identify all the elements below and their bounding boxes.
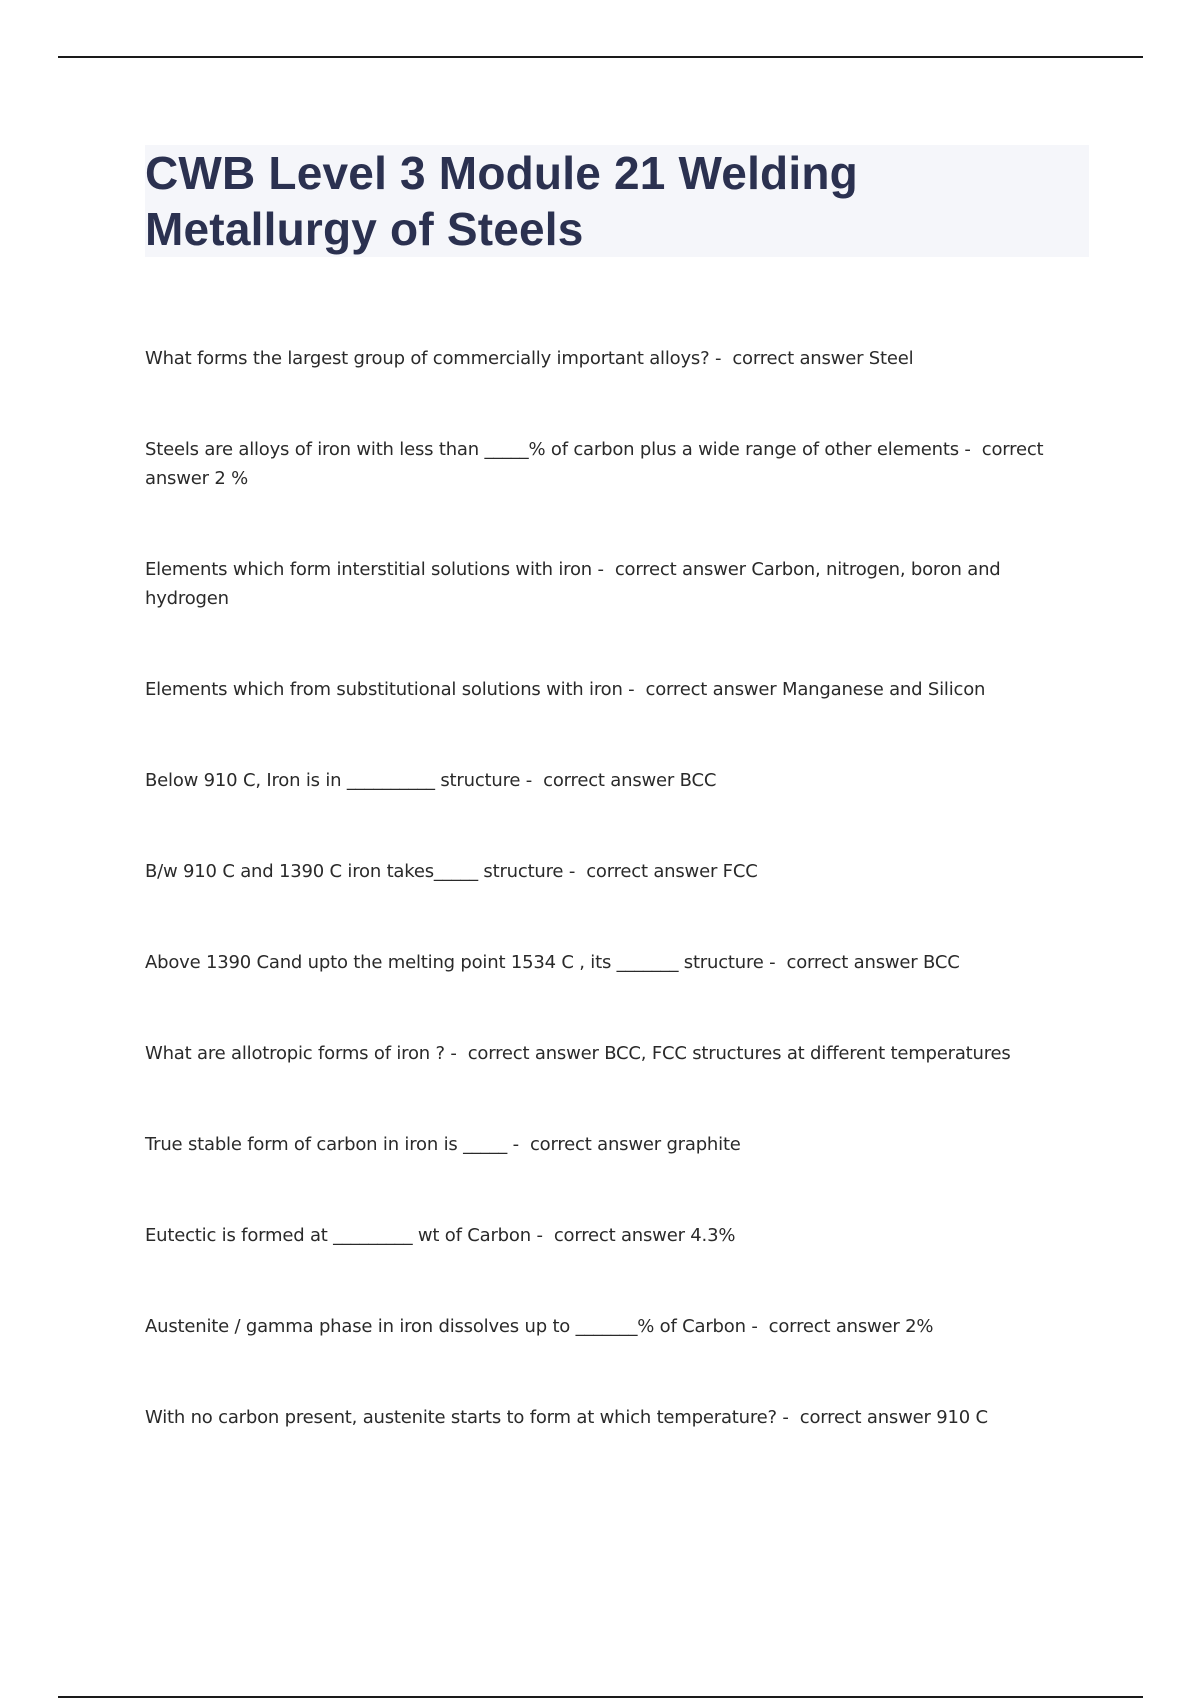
question-text: Austenite / gamma phase in iron dissolves up to _______% of Carbon <box>145 1316 746 1337</box>
separator: - <box>507 1134 530 1155</box>
qa-item <box>145 435 1075 493</box>
question-text: What forms the largest group of commercially important alloys? <box>145 348 710 369</box>
qa-item <box>145 1130 1075 1159</box>
answer-text: correct answer Carbon, nitrogen, boron and hydrogen <box>145 559 1001 609</box>
separator: - <box>958 439 982 460</box>
separator: - <box>444 1043 468 1064</box>
separator: - <box>622 679 646 700</box>
question-text: Elements which form interstitial solutions with iron <box>145 559 592 580</box>
qa-item <box>145 1039 1075 1068</box>
qa-item <box>145 857 1075 886</box>
qa-item <box>145 948 1075 977</box>
answer-text: correct answer 910 C <box>799 1407 988 1428</box>
qa-item <box>145 555 1075 613</box>
answer-text: correct answer BCC <box>786 952 960 973</box>
question-text: Below 910 C, Iron is in __________ structure <box>145 770 521 791</box>
separator: - <box>776 1407 800 1428</box>
answer-text: correct answer graphite <box>529 1134 741 1155</box>
qa-item <box>145 344 1075 373</box>
qa-item <box>145 766 1075 795</box>
answer-text: correct answer 4.3% <box>553 1225 736 1246</box>
answer-text: correct answer FCC <box>586 861 758 882</box>
question-text: Elements which from substitutional solutions with iron <box>145 679 623 700</box>
qa-list <box>145 344 1075 1432</box>
question-text: True stable form of carbon in iron is _____ <box>145 1134 508 1155</box>
question-text: Above 1390 Cand upto the melting point 1534 C , its _______ structure <box>145 952 764 973</box>
document-title: CWB Level 3 Module 21 Welding Metallurgy of Steels <box>145 147 858 255</box>
answer-text: correct answer BCC <box>543 770 717 791</box>
answer-text: correct answer Steel <box>732 348 914 369</box>
separator: - <box>530 1225 554 1246</box>
separator: - <box>763 952 787 973</box>
header-rule <box>58 56 1143 58</box>
title-block <box>145 145 1089 257</box>
qa-item <box>145 1312 1075 1341</box>
question-text: Steels are alloys of iron with less than _____% of carbon plus a wide range of other elements <box>145 439 959 460</box>
separator: - <box>709 348 733 369</box>
footer-rule <box>58 1696 1143 1698</box>
question-text: With no carbon present, austenite starts to form at which temperature? <box>145 1407 777 1428</box>
qa-item <box>145 1221 1075 1250</box>
separator: - <box>591 559 615 580</box>
answer-text: correct answer 2% <box>768 1316 934 1337</box>
question-text: What are allotropic forms of iron ? <box>145 1043 445 1064</box>
separator: - <box>520 770 544 791</box>
question-text: Eutectic is formed at _________ wt of Carbon <box>145 1225 531 1246</box>
qa-item <box>145 675 1075 704</box>
question-text: B/w 910 C and 1390 C iron takes_____ structure <box>145 861 564 882</box>
qa-item <box>145 1403 1075 1432</box>
answer-text: correct answer Manganese and Silicon <box>645 679 986 700</box>
answer-text: correct answer BCC, FCC structures at different temperatures <box>467 1043 1011 1064</box>
separator: - <box>563 861 587 882</box>
answer-text: correct answer 2 % <box>145 439 1044 489</box>
separator: - <box>745 1316 769 1337</box>
